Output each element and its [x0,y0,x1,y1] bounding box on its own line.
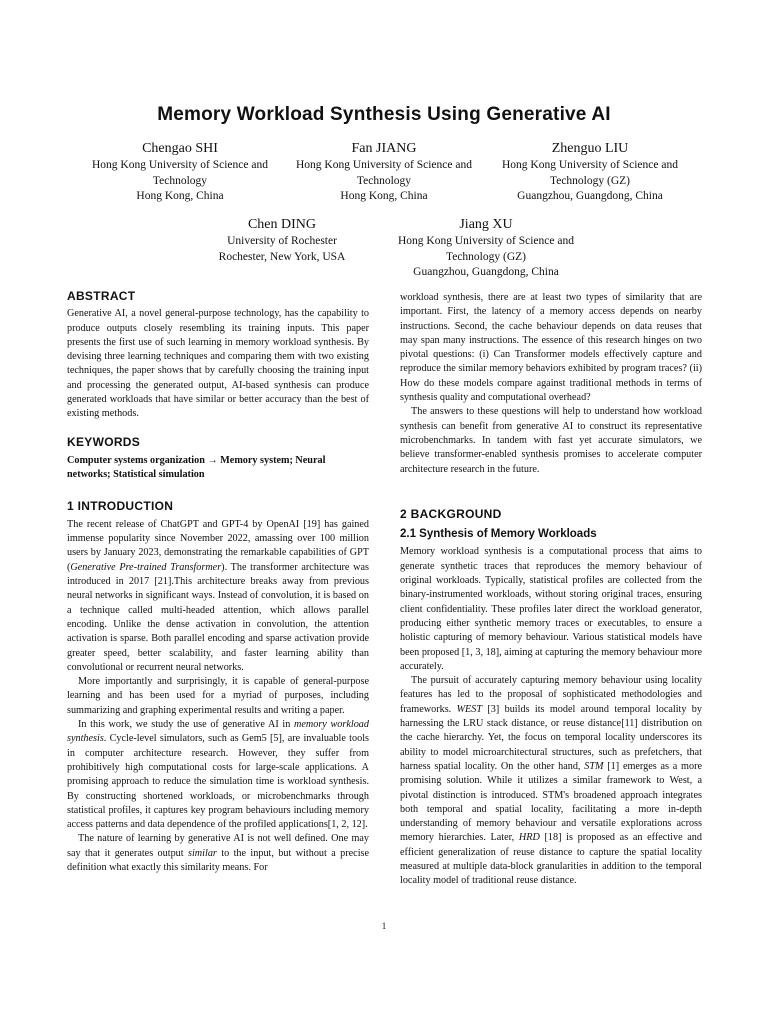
author-location: Guangzhou, Guangdong, China [517,190,663,202]
section-heading-introduction: 1 INTRODUCTION [67,498,174,513]
author-block-4 [180,215,384,265]
emphasis-text: WEST [456,703,483,715]
text-span: [1] emerges as a more promising solution. While it utilizes a similar framework to West, a pivotal distinction is introduced. STM's broadened approach integrates both temporal and spatial locality, facilitating a more in-depth understanding of memory behaviour and versatile explorations across memory hierarchies. Later, [400,760,702,844]
intro-paragraph-6: The answers to these questions will help to understand how workload synthesis can benefit from generative AI to construct its representative microbenchmarks. In tandem with fast yet accurate simulators, we believe transformer-enabled synthesis promises to accelerate computer architecture research in the future. [400,406,702,475]
text-span: The pursuit of accurately capturing memory behaviour using locality features has led to the proposal of sophisticated methodologies and frameworks. [400,675,702,715]
page-number: 1 [381,921,387,931]
subsection-heading: 2.1 Synthesis of Memory Workloads [400,528,597,541]
abstract-heading: ABSTRACT [67,289,136,303]
author-location: Guangzhou, Guangdong, China [413,266,559,278]
text-span: to the input, but without a precise definition what exactly this similarity means. For [67,847,370,873]
text-span: The recent release of ChatGPT and GPT-4 by OpenAI [19] has gained immense popularity since November 2022, amassing over 100 million users by January 2023, demonstrating the remarkable capabilities of GPT ( [67,518,369,573]
intro-paragraph-5: workload synthesis, there are at least two types of similarity that are important. First, the latency of a memory access depends on nearby instructions. Second, the cache behaviour depends on data reuses that may span many instructions. The essence of this research hinges on two pivotal questions: (i) Can Transformer models effectively capture and reproduce the similar memory behaviors exhibited by program traces? (ii) How do these models compare against traditional methods in terms of synthesis quality and computational overhead? [400,292,702,404]
intro-paragraph-3 [67,718,369,832]
author-location: Hong Kong, China [136,190,224,202]
intro-paragraph-2: More importantly and surprisingly, it is capable of general-purpose learning and has been used for a myriad of purposes, including summarizing and graphing experimental results and writing a paper. [67,676,369,716]
intro-paragraph-4 [67,832,369,875]
author-affiliation: Technology (GZ) [550,174,630,187]
paper-title: Memory Workload Synthesis Using Generative AI [157,104,611,125]
emphasis-text: similar [188,847,217,859]
abstract-text: Generative AI, a novel general-purpose technology, has the capability to produce outputs closely resembling its training inputs. This paper presents the first use of such learning in memory workload synthesis. By devising three learning techniques and comparing them with two existing techniques, the paper shows that by carefully choosing the training input and processing the generated output, AI-based synthesis can produce generated workloads that have similar or better accuracy than the best of existing methods. [67,308,369,420]
author-block-2 [284,139,484,205]
text-span: The nature of learning by generative AI is not well defined. One may say that it generates output [67,833,369,859]
author-location: Rochester, New York, USA [218,250,346,263]
author-block-1 [78,139,282,205]
intro-paragraph-1 [67,518,369,675]
author-affiliation: Hong Kong University of Science and [92,159,268,171]
text-span: [3] builds its model around temporal locality by harnessing the LRU stack distance, or reuse distance[11] distribution on the cache hierarchy. Yet, the focus on temporal locality underscores its ability to model microarchitectural structures, such as prefetchers, that harness spatial locality. On the other hand, [400,703,702,772]
author-affiliation: Technology [356,174,412,187]
emphasis-text: HRD [518,832,540,844]
keywords-heading: KEYWORDS [67,434,141,449]
author-location: Hong Kong, China [340,190,428,202]
text-span: [18] is proposed as an effective and efficient generalization of reuse distance to capture the spatial locality measured at multiple data-block granularities in addition to the temporal locality model of traditional reuse distance. [400,832,702,887]
background-paragraph-2 [400,674,702,888]
right-column [400,291,702,889]
text-span: In this work, we study the use of generative AI in [78,719,295,731]
author-affiliation: Hong Kong University of Science and [296,159,472,171]
author-affiliation: Hong Kong University of Science and [502,159,678,171]
author-name: Zhenguo LIU [551,141,629,156]
author-name: Jiang XU [459,217,513,232]
keywords-text: Computer systems organization → Memory system; Neural networks; Statistical simulation [67,454,326,481]
author-affiliation: Technology [152,174,208,187]
author-name: Fan JIANG [351,141,417,156]
text-span: . Cycle-level simulators, such as Gem5 [5], are invaluable tools in computer architecture research. However, they suffer from prohibitively high computational costs for large-scale applications. A promising approach to reduce the simulation time is workload synthesis. By constructing shortened workloads, or microbenchmarks through statistical profiles, it captures key program behaviours including memory access patterns and data dependence of the profiled applications[1, 2, 12]. [67,733,369,831]
author-affiliation: Technology (GZ) [446,250,526,263]
emphasis-text: memory workload synthesis [67,719,369,745]
emphasis-text: Generative Pre-trained Transformer [70,561,222,573]
author-affiliation: Hong Kong University of Science and [398,235,574,247]
author-block-3 [488,139,692,205]
left-column [67,289,369,875]
background-paragraph-1: Memory workload synthesis is a computational process that aims to generate synthetic traces that reproduces the memory behaviour of original workloads. Typically, statistical profiles are collected from the binary-instrumented workloads, without storing original traces, ensuring client confidentiality. These profiles later direct the workload generator, producing either synthetic memory traces or executables, to ensure a holistic capturing of memory behaviour. Various statistical models have been proposed [1, 3, 18], aiming at capturing the memory behaviour more accurately. [400,546,702,672]
author-block-5 [384,215,588,281]
emphasis-text: STM [584,760,604,772]
text-span: ). The transformer architecture was introduced in 2017 [21].This architecture breaks away from previous neural networks in significant ways. Instead of convolution, it is based on a technique called multi-headed attention, which allows parallel encoding. Unlike the dense activation in convolution, the attention activation is sparse. Both parallel encoding and sparse activation provide greater speed, better scalability, and faster learning ability than convolutional or recurrent neural networks. [67,561,369,673]
author-name: Chen DING [247,217,317,232]
section-heading-background: 2 BACKGROUND [400,506,502,521]
author-name: Chengao SHI [142,141,218,156]
author-affiliation: University of Rochester [227,235,337,247]
